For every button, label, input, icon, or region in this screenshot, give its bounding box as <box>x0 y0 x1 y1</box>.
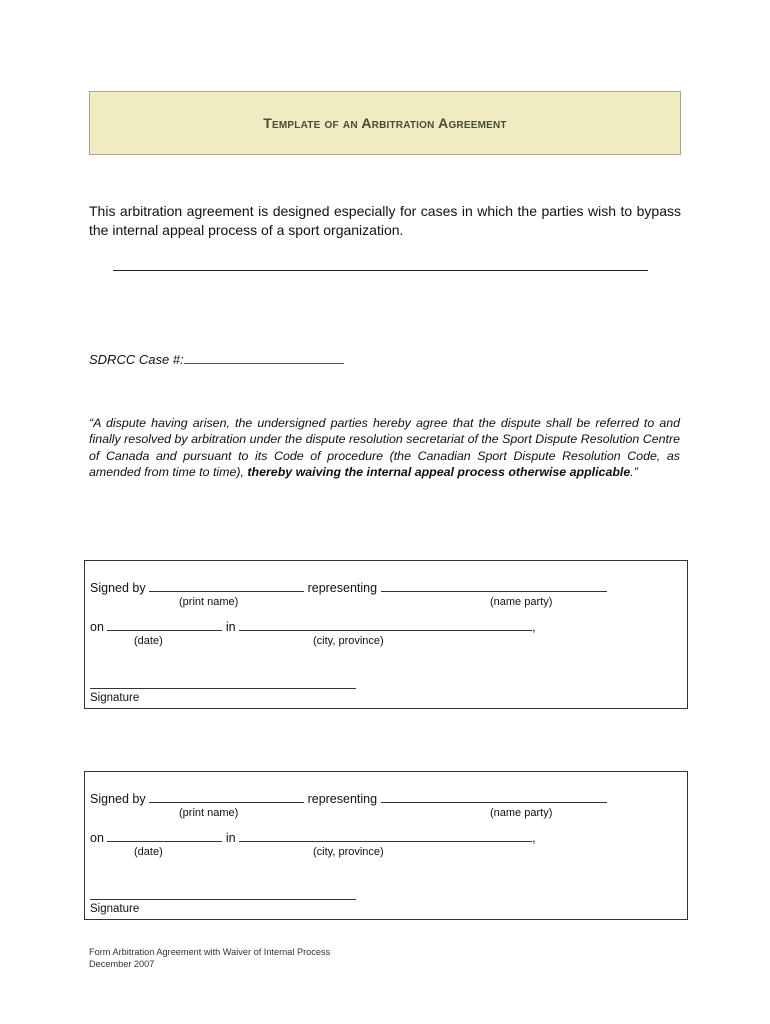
clause-end: .” <box>630 465 638 480</box>
case-number <box>89 351 344 367</box>
print-name-field[interactable] <box>149 791 304 803</box>
in-label: in <box>225 831 236 845</box>
clause-text: “A dispute having arisen, the undersigned parties hereby agree that the dispute shall be referred to and finally resolved by arbitration under the dispute resolution secretariat of the Sport Dispute Resolution Centre of Canada and pursuant to its Code of procedure (the Canadian Sport Dispute Resolution Code, as amended from time to time), <box>89 416 680 480</box>
signature-block-2 <box>84 771 688 920</box>
name-party-field[interactable] <box>381 791 607 803</box>
date-place-row <box>90 619 536 634</box>
name-party-caption: (name party) <box>490 596 553 608</box>
on-label: on <box>90 831 104 845</box>
signed-by-label: Signed by <box>90 792 146 806</box>
date-caption: (date) <box>134 635 163 647</box>
signature-line-row <box>90 677 356 692</box>
print-name-caption: (print name) <box>179 596 239 608</box>
name-party-field[interactable] <box>381 580 607 592</box>
on-label: on <box>90 620 104 634</box>
footer <box>89 946 330 970</box>
print-name-caption: (print name) <box>179 807 239 819</box>
comma: , <box>532 620 536 634</box>
in-label: in <box>225 620 236 634</box>
signature-line-row <box>90 888 356 903</box>
date-place-row <box>90 830 536 845</box>
signed-by-row <box>90 791 607 806</box>
divider-line <box>113 270 648 271</box>
title-box <box>89 91 681 155</box>
intro-paragraph: This arbitration agreement is designed especially for cases in which the parties wish to bypass the internal appeal process of a sport organization. <box>89 203 681 238</box>
signed-by-label: Signed by <box>90 581 146 595</box>
signed-by-row <box>90 580 607 595</box>
signature-field[interactable] <box>90 677 356 689</box>
signature-field[interactable] <box>90 888 356 900</box>
document-title: Template of an Arbitration Agreement <box>263 115 507 131</box>
date-field[interactable] <box>107 830 222 842</box>
representing-label: representing <box>307 792 378 806</box>
signature-caption: Signature <box>90 903 140 915</box>
clause-bold-text: thereby waiving the internal appeal process otherwise applicable <box>247 465 631 480</box>
city-field[interactable] <box>239 619 532 631</box>
city-caption: (city, province) <box>313 635 384 647</box>
name-party-caption: (name party) <box>490 807 553 819</box>
comma: , <box>532 831 536 845</box>
signature-block-1 <box>84 560 688 709</box>
city-caption: (city, province) <box>313 846 384 858</box>
print-name-field[interactable] <box>149 580 304 592</box>
city-field[interactable] <box>239 830 532 842</box>
date-caption: (date) <box>134 846 163 858</box>
agreement-clause <box>89 415 680 481</box>
signature-caption: Signature <box>90 692 140 704</box>
representing-label: representing <box>307 581 378 595</box>
case-number-field[interactable] <box>184 351 344 364</box>
case-label: SDRCC Case #: <box>89 352 184 367</box>
date-field[interactable] <box>107 619 222 631</box>
footer-line-1: Form Arbitration Agreement with Waiver of Internal Process <box>89 947 331 957</box>
footer-line-2: December 2007 <box>89 959 155 969</box>
